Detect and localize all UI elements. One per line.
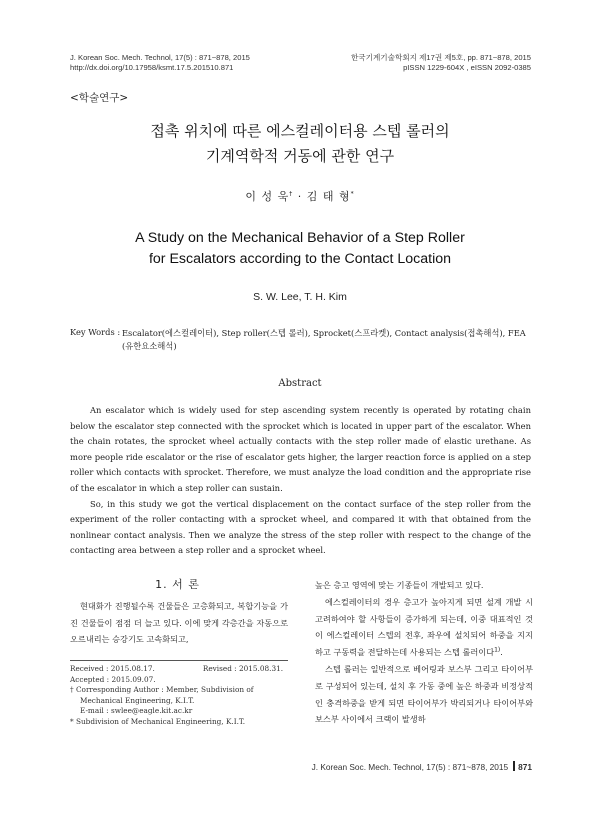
corresponding-author: † Corresponding Author : Member, Subdivision of	[70, 685, 254, 695]
header-left	[70, 53, 250, 73]
corresponding-affiliation: Mechanical Engineering, K.I.T.	[80, 695, 195, 705]
coauthor-affiliation: * Subdivision of Mechanical Engineering, K.I.T.	[70, 716, 246, 726]
authors-korean	[0, 188, 600, 204]
body-paragraph: 현대화가 진행될수록 건물들은 고층화되고, 복합기능을 가진 건물들이 점점 더 늘고 있다. 이에 맞게 각층간을 자동으로 오르내리는 승강기도 고속화되고,	[70, 601, 288, 644]
body-paragraph	[315, 594, 533, 661]
journal-citation: J. Korean Soc. Mech. Technol, 17(5) : 871~878, 2015	[70, 53, 250, 62]
reference-mark[interactable]: 1)	[494, 646, 501, 654]
star-mark: *	[350, 190, 355, 198]
body-column-right	[315, 577, 533, 728]
body-text: .	[500, 647, 503, 658]
doi-link[interactable]: http://dx.doi.org/10.17958/ksmt.17.5.201510.871	[70, 63, 234, 72]
footnotes	[70, 664, 295, 728]
body-paragraph: 높은 층고 영역에 맞는 기종들이 개발되고 있다.	[315, 580, 484, 590]
section-tag: <학술연구>	[70, 92, 129, 104]
email[interactable]: E-mail : swlee@eagle.kit.ac.kr	[80, 706, 193, 716]
received-date: Received : 2015.08.17.	[70, 664, 155, 673]
title-english-line2: for Escalators according to the Contact Location	[148, 251, 452, 267]
page-number: 871	[518, 762, 532, 772]
authors-english: S. W. Lee, T. H. Kim	[253, 291, 347, 303]
body-paragraph: 스텝 롤러는 일반적으로 베어링과 보스부 그리고 타이어부로 구성되어 있는데, 설치 후 가동 중에 높은 하중과 비정상적인 충격하중을 받게 되면 타이어부가 박리되거나 타이어부와 보스부 사이에서 크랙이 발생하	[315, 663, 533, 725]
author-1: 이 성 욱	[245, 190, 290, 203]
page-footer	[312, 761, 532, 772]
author-separator: ·	[293, 190, 307, 203]
abstract-paragraph-1: An escalator which is widely used for step ascending system recently is operated by rotating chain below the escalator step connected with the sprocket which is located in upper part of the escalator. When the chain rotates, the sprocket wheel actually contacts with the step roller made of elastic urethane. As more people ride escalator or the rise of escalator gets higher, the larger reaction force is applied on a step roller which contacts with sprocket. Therefore, we must analyze the load condition and the appropriate rise of the escalator in which a step roller can sustain.	[70, 405, 531, 493]
keywords-text: Escalator(에스컬레이터), Step roller(스텝 롤러), Sprocket(스프라켓), Contact analysis(접촉해석), FEA (유한요소해석)	[122, 328, 526, 351]
journal-citation-ko: 한국기계기술학회지 제17권 제5호, pp. 871~878, 2015	[350, 53, 531, 62]
dates-row	[70, 664, 295, 675]
title-english	[0, 228, 600, 270]
section-heading: 1. 서 론	[155, 578, 200, 591]
revised-date: Revised : 2015.08.31.	[202, 664, 284, 673]
accepted-date: Accepted : 2015.09.07.	[70, 674, 156, 684]
abstract-heading: Abstract	[278, 378, 322, 389]
title-korean-line2: 기계역학적 거동에 관한 연구	[205, 147, 395, 165]
body-column-left	[70, 598, 288, 648]
title-korean	[0, 119, 600, 169]
abstract-body	[70, 403, 531, 559]
abstract-paragraph-2: So, in this study we got the vertical displacement on the contact surface of the step roller from the experiment of the roller contacting with a sprocket wheel, and compared it with that obtained from the nonlinear contact analysis. Then we analyze the stress of the step roller with respect to the change of the contacting area between a step roller and a sprocket wheel.	[70, 498, 531, 556]
title-korean-line1: 접촉 위치에 따른 에스컬레이터용 스텝 롤러의	[150, 122, 450, 140]
header-right	[351, 53, 531, 73]
body-text: 에스컬레이터의 경우 층고가 높아지게 되면 설계 개발 시 고려하여야 할 사항들이 증가하게 되는데, 이중 대표적인 것이 에스컬레이터 스텝의 전후, 좌우에 설치되어 하중을 지지하고 구동력을 전달하는데 사용되는 스텝 롤러이다	[315, 596, 533, 658]
footnote-divider	[70, 660, 288, 661]
footer-citation: J. Korean Soc. Mech. Technol, 17(5) : 871~878, 2015	[311, 762, 509, 772]
dagger-mark: †	[289, 190, 294, 198]
title-english-line1: A Study on the Mechanical Behavior of a Step Roller	[135, 230, 465, 246]
keywords-label: Key Words :	[70, 327, 121, 337]
issn: pISSN 1229-604X , eISSN 2092-0385	[403, 63, 531, 72]
footer-divider	[513, 761, 515, 771]
author-2: 김 태 형	[306, 190, 351, 203]
